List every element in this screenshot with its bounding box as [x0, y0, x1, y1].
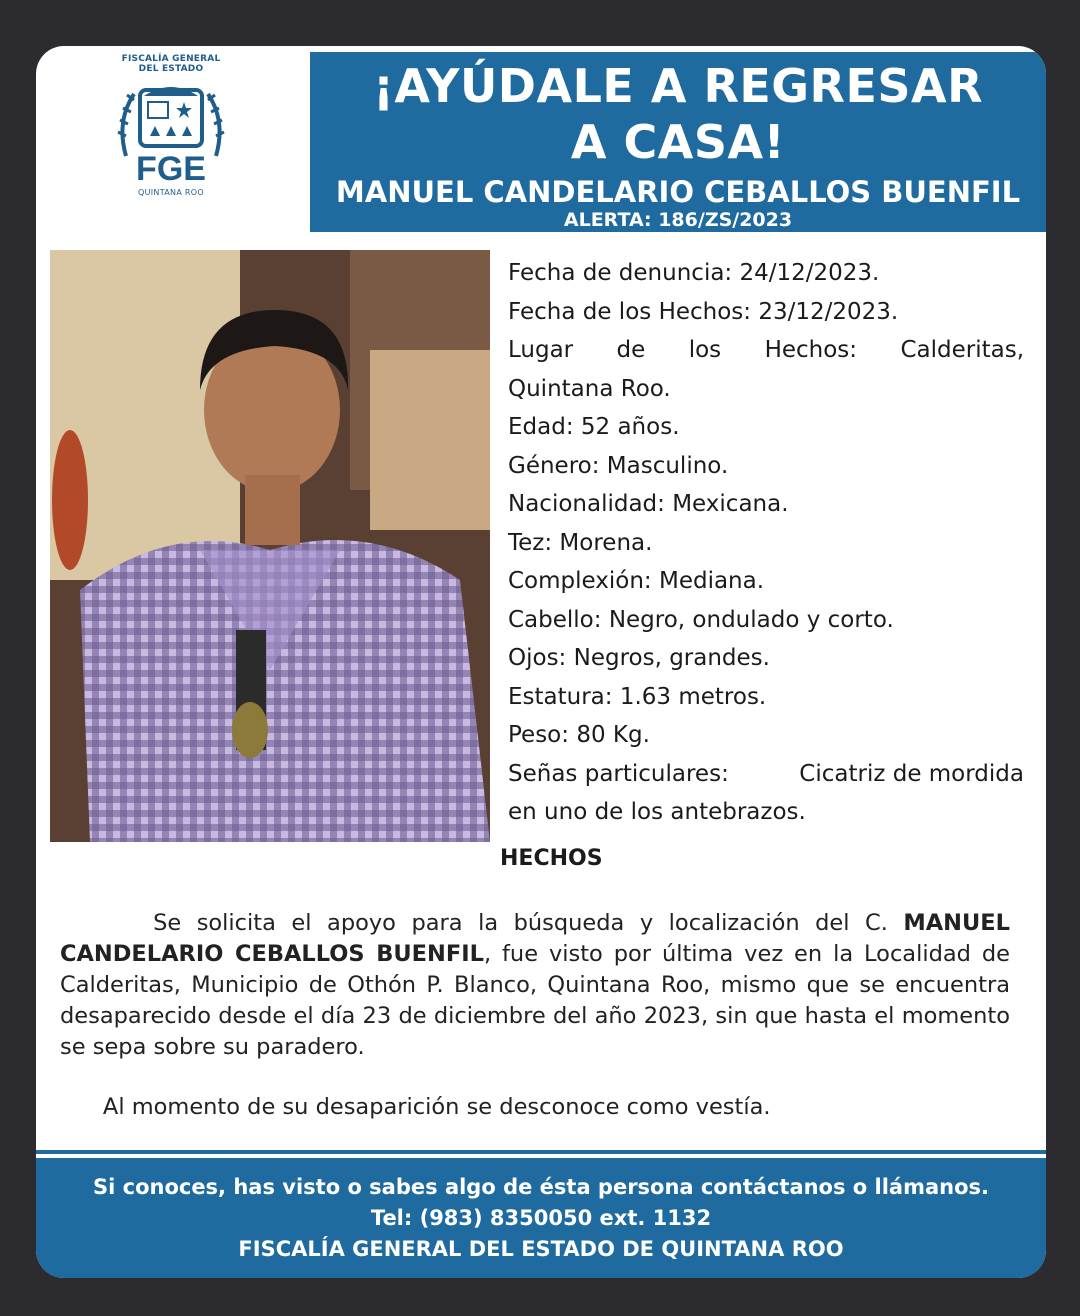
contact-message: Si conoces, has visto o sabes algo de ésta persona contáctanos o llámanos. [92, 1175, 990, 1199]
hair: Cabello: Negro, ondulado y corto. [508, 606, 894, 633]
facts-paragraph [60, 908, 1010, 1063]
logo-agency-line1: FISCALÍA GENERAL [121, 54, 221, 64]
header-banner [310, 52, 1046, 232]
event-place-line2: Quintana Roo. [508, 375, 671, 402]
marks-label: Señas particulares: [508, 760, 729, 787]
place-word: Hechos: [764, 337, 858, 363]
footer-agency: FISCALÍA GENERAL DEL ESTADO DE QUINTANA ROO [238, 1237, 844, 1261]
skin-tone: Tez: Morena. [508, 529, 653, 556]
headline-line1: ¡AYÚDALE A REGRESAR [372, 59, 984, 113]
age: Edad: 52 años. [508, 414, 680, 440]
place-word: Calderitas, [900, 337, 1024, 363]
state-shield-icon [106, 76, 236, 186]
eyes: Ojos: Negros, grandes. [508, 645, 770, 671]
marks-line2: en uno de los antebrazos. [508, 799, 806, 825]
build: Complexión: Mediana. [508, 568, 765, 594]
facts-person-name: MANUEL CANDELARIO CEBALLOS BUENFIL [60, 910, 1010, 967]
height: Estatura: 1.63 metros. [508, 683, 767, 710]
missing-person-poster [36, 46, 1046, 1278]
clothing-paragraph [60, 1092, 1010, 1123]
alert-number: ALERTA: 186/ZS/2023 [563, 209, 793, 231]
distinguishing-marks [508, 755, 1024, 794]
weight: Peso: 80 Kg. [508, 722, 650, 748]
facts-text-end: , fue visto por última vez en la Localidad de Calderitas, Municipio de Othón P. Blanco, Quintana Roo, mismo que se encuentra desaparecido desde el día 23 de diciembre del año 2023, sin que hasta el momento se sepa sobre su paradero. [60, 941, 1010, 1060]
event-date: Fecha de los Hechos: 23/12/2023. [508, 298, 899, 325]
contact-phone: Tel: (983) 8350050 ext. 1132 [370, 1206, 712, 1230]
person-name: MANUEL CANDELARIO CEBALLOS BUENFIL [335, 175, 1021, 209]
fge-logo [96, 54, 246, 244]
person-details [508, 254, 1024, 832]
logo-acronym: FGE [136, 150, 206, 186]
place-word: de [616, 337, 646, 363]
gender: Género: Masculino. [508, 452, 729, 479]
report-date: Fecha de denuncia: 24/12/2023. [508, 260, 880, 286]
event-place [508, 331, 1024, 370]
place-word: Lugar [508, 337, 574, 363]
marks-value: Cicatriz de mordida [799, 760, 1024, 787]
contact-footer [36, 1158, 1046, 1278]
facts-text-start: Se solicita el apoyo para la búsqueda y localización del C. [153, 910, 888, 936]
footer-divider [36, 1150, 1046, 1154]
headline [310, 58, 1046, 170]
nationality: Nacionalidad: Mexicana. [508, 491, 789, 517]
place-word: los [688, 337, 722, 363]
headline-line2: A CASA! [570, 115, 786, 169]
logo-agency-line2: DEL ESTADO [138, 64, 204, 74]
facts-heading: HECHOS [500, 846, 603, 871]
person-photo [50, 250, 490, 842]
logo-state: QUINTANA ROO [138, 188, 204, 197]
clothing-text: Al momento de su desaparición se desconoce como vestía. [102, 1094, 771, 1120]
